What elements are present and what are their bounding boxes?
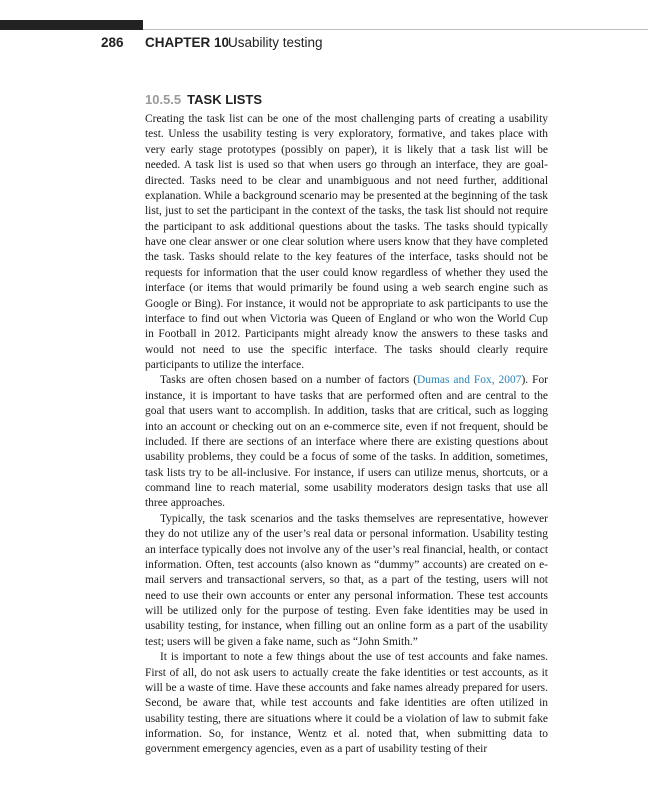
- chapter-title: Usability testing: [228, 35, 323, 50]
- section-title: TASK LISTS: [187, 92, 263, 107]
- paragraph: Creating the task list can be one of the most challenging parts of creating a usability test. Unless the usability testing is very exploratory, formative, and takes place with very early stage prototypes (possibly on paper), it is likely that a task list will be needed. A task list is used so that when users go through an interface, they are goal-directed. Tasks need to be clear and unambiguous and not need further, additional explanation. While a background scenario may be presented at the beginning of the task list, just to set the participant in the context of the tasks, the task list should not require the participant to ask additional questions about the tasks. The tasks should typically have one clear answer or one clear solution where users know that they have completed the task. Tasks should relate to the key features of the interface, tasks should not be requests for information that the user could know regardless of whether they used the interface (or items that would primarily be found using a web search engine such as Google or Bing). For instance, it would not be appropriate to ask participants to use the interface to find out when Victoria was Queen of England or who won the World Cup in Football in 2012. Participants might already know the answers to these tasks and would not need to use the specific interface. The tasks should clearly require participants to utilize the interface.: [145, 113, 548, 371]
- paragraph: Typically, the task scenarios and the tasks themselves are representative, however they do not utilize any of the user’s real data or personal information. Usability testing an interface typically does not involve any of the user’s real financial, health, or contact information. Often, test accounts (also known as “dummy” accounts) are created on e-mail servers and transactional servers, so that, as a part of the testing, users will not need to use their own accounts or enter any personal information. These test accounts will be utilized only for the purpose of testing. Even fake identities may be used in usability testing, for instance, when filling out an online form as a part of the usability test; users will be given a fake name, such as “John Smith.”: [145, 512, 548, 648]
- paragraph-text: ). For instance, it is important to have tasks that are performed often and are central to the goal that users want to accomplish. In addition, tasks that are critical, such as logging into an account or checking out on an e-commerce site, even if not frequent, should be included. If there are sections of an interface where there are existing questions about usability problems, they could be a focus of some of the tasks. In addition, sometimes, task lists try to be all-inclusive. For instance, if users can utilize menus, shortcuts, or a command line to reach material, some usability moderators design tasks that use all three approaches.: [145, 374, 548, 510]
- header-bar: [0, 20, 143, 30]
- section-number: 10.5.5: [145, 92, 182, 107]
- paragraph: It is important to note a few things about the use of test accounts and fake names. First of all, do not ask users to actually create the fake identities or test accounts, as it will be a waste of time. Have these accounts and fake names already prepared for users. Second, be aware that, while test accounts and fake identities are often utilized in usability testing, there are situations where it could be a violation of law to submit fake information. So, for instance, Wentz et al. noted that, when submitting data to government emergency agencies, even as a part of usability testing of their: [145, 651, 548, 756]
- body-text: [145, 112, 548, 758]
- page-number: 286: [101, 35, 124, 50]
- running-header: [0, 35, 648, 53]
- paragraph: [145, 373, 548, 511]
- citation-link[interactable]: Dumas and Fox, 2007: [417, 374, 522, 387]
- chapter-label: CHAPTER 10: [145, 35, 230, 50]
- header-rule: [143, 29, 648, 30]
- paragraph-text: Tasks are often chosen based on a number of factors (: [160, 374, 417, 387]
- section-heading: [145, 92, 262, 107]
